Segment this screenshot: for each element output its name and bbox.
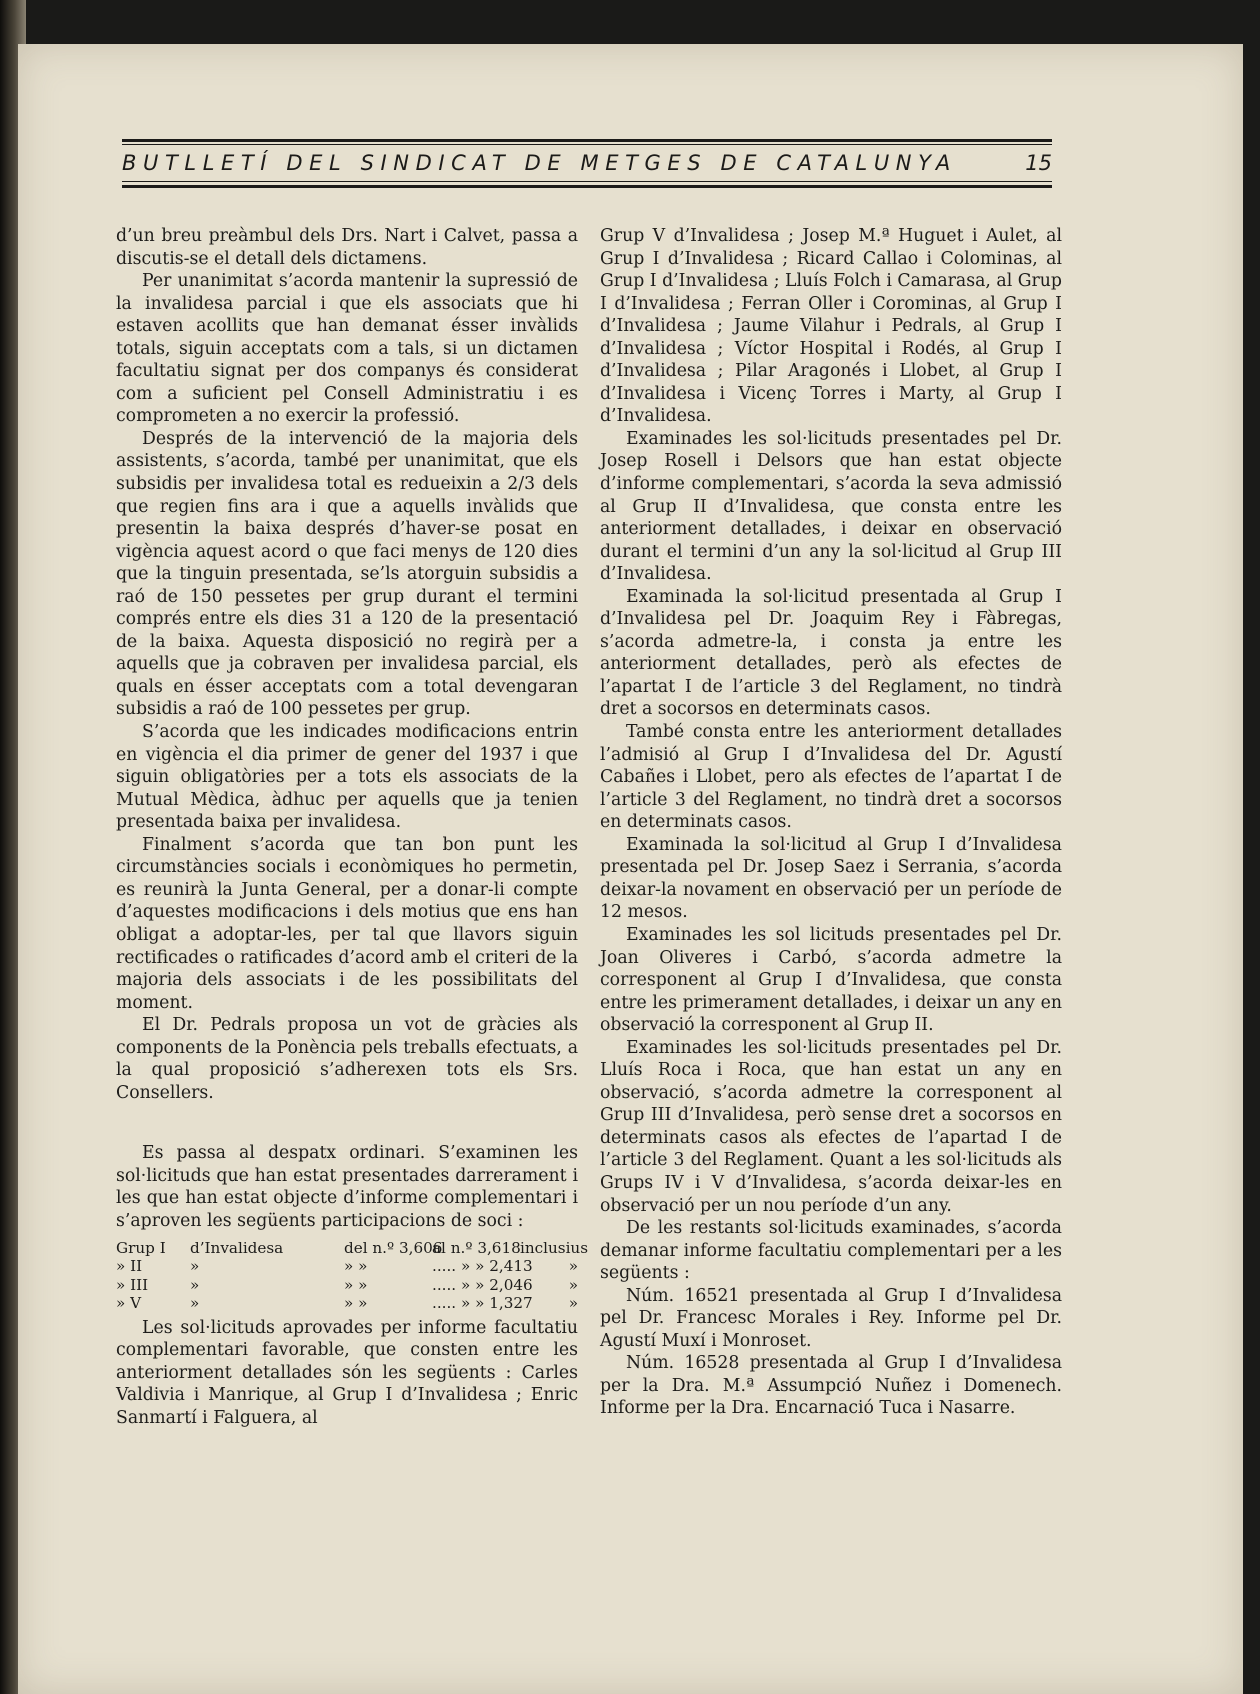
paragraph: Examinades les sol·licituds presentades pel Dr. Josep Rosell i Delsors que han estat objecte d’informe complementari, s’acorda la seva admissió al Grup II d’Invalidesa, que consta entre les anteriorment detallades, i deixar en observació durant el termini d’un any la sol·licitud al Grup III d’Invalidesa. <box>600 428 1062 585</box>
header-rule-top <box>122 139 1052 142</box>
paragraph: De les restants sol·licituds examinades, s’acorda demanar informe facultatiu complementari per a les següents : <box>600 1218 1062 1284</box>
header-line <box>122 151 1052 175</box>
table-row: » III » » » ..... » » 2,046 » <box>116 1275 578 1294</box>
paragraph: Finalment s’acorda que tan bon punt les circumstàncies socials i econòmiques ho permetin, es reunirà la Junta General, per a donar-li compte d’aquestes modificacions i dels motius que ens han obligat a adoptar-les, per tal que llavors siguin rectificades o ratificades d’acord amb el criteri de la majoria dels associats i de les possibilitats del moment. <box>116 834 578 1013</box>
paragraph: El Dr. Pedrals proposa un vot de gràcies als components de la Ponència pels treballs efectuats, a la qual proposició s’adherexen tots els Srs. Consellers. <box>116 1015 578 1103</box>
left-column <box>116 225 589 1429</box>
membership-table <box>116 1238 589 1313</box>
table-row: » II » » » ..... » » 2,413 » <box>116 1257 578 1276</box>
paragraph: Grup V d’Invalidesa ; Josep M.ª Huguet i Aulet, al Grup I d’Invalidesa ; Ricard Callao i Colominas, al Grup I d’Invalidesa ; Lluís Folch i Camarasa, al Grup I d’Invalidesa ; Ferran Oller i Corominas, al Grup I d’Invalidesa ; Jaume Vilahur i Pedrals, al Grup I d’Invalidesa ; Víctor Hospital i Rodés, al Grup I d’Invalidesa ; Pilar Aragonés i Llobet, al Grup I d’Invalidesa i Vicenç Torres i Marty, al Grup I d’Invalidesa. <box>600 226 1062 427</box>
paragraph: També consta entre les anteriorment detallades l’admisió al Grup I d’Invalidesa del Dr. Agustí Cabañes i Llobet, pero als efectes de l’apartat I de l’article 3 del Reglament, no tindrà dret a socorsos en determinats casos. <box>600 722 1062 833</box>
table-row: Grup I d’Invalidesa del n.º 3,606 al n.º 3,618 inclusius <box>116 1238 589 1257</box>
right-column <box>600 225 1062 1420</box>
paragraph: Per unanimitat s’acorda mantenir la supressió de la invalidesa parcial i que els associats que hi estaven acollits que han demanat ésser invàlids totals, siguin acceptats com a tals, si un dictamen facultatiu signat per dos companys és considerat com a suficient pel Consell Administratiu i es comprometen a no exercir la professió. <box>116 271 578 427</box>
page-number: 15 <box>1025 151 1052 175</box>
paragraph: Examinada la sol·licitud presentada al Grup I d’Invalidesa pel Dr. Joaquim Rey i Fàbregas, s’acorda admetre-la, i consta ja entre les anteriorment detallades, però als efectes de l’apartat I de l’article 3 del Reglament, no tindrà dret a socorsos en determinats casos. <box>600 586 1062 720</box>
paragraph: Examinades les sol licituds presentades pel Dr. Joan Oliveres i Carbó, s’acorda admetre la corresponent al Grup I d’Invalidesa, que consta entre les primerament detallades, i deixar un any en observació la corresponent al Grup II. <box>600 924 1062 1036</box>
header-rule-top-thin <box>122 144 1052 145</box>
journal-title: BUTLLETÍ DEL SINDICAT DE METGES DE CATALUNYA <box>122 151 957 175</box>
header-rule-bottom <box>122 185 1052 188</box>
header-rule-bottom-thin <box>122 181 1052 182</box>
section-gap <box>116 1104 578 1142</box>
paragraph: Núm. 16528 presentada al Grup I d’Invalidesa per la Dra. M.ª Assumpció Nuñez i Domenech. Informe per la Dra. Encarnació Tuca i Nasarre. <box>600 1353 1062 1419</box>
paragraph: Es passa al despatx ordinari. S’examinen les sol·licituds que han estat presentades darrerament i les que han estat objecte d’informe complementari i s’aproven les següents participacions de soci : <box>116 1143 578 1231</box>
paragraph: Les sol·licituds aprovades per informe facultatiu complementari favorable, que consten entre les anteriorment detallades són les següents : Carles Valdivia i Manrique, al Grup I d’Invalidesa ; Enric Sanmartí i Falguera, al <box>116 1317 578 1428</box>
paragraph: S’acorda que les indicades modificacions entrin en vigència el dia primer de gener del 1937 i que siguin obligatòries per a tots els associats de la Mutual Mèdica, àdhuc per aquells que ja tenien presentada baixa per invalidesa. <box>116 722 578 833</box>
paragraph: Examinades les sol·licituds presentades pel Dr. Lluís Roca i Roca, que han estat un any en observació, s’acorda admetre la corresponent al Grup III d’Invalidesa, però sense dret a socorsos en determinats casos als efectes de l’apartad I de l’article 3 del Reglament. Quant a les sol·licituds als Grups IV i V d’Invalidesa, s’acorda deixar-les en observació per un nou període d’un any. <box>600 1037 1062 1216</box>
paragraph: Després de la intervenció de la majoria dels assistents, s’acorda, també per unanimitat, que els subsidis per invalidesa total es redueixin a 2/3 dels que regien fins ara i que a aquells invàlids que presentin la baixa després d’haver-se posat en vigència aquest acord o que faci menys de 120 dies que la tinguin presentada, se’ls atorguin subsidis a raó de 150 pessetes per grup durant el termini comprés entre els dies 31 a 120 de la presentació de la baixa. Aquesta disposició no regirà per a aquells que ja cobraven per invalidesa parcial, els quals en ésser acceptats com a total devengaran subsidis a raó de 100 pessetes per grup. <box>116 428 578 720</box>
paragraph: d’un breu preàmbul dels Drs. Nart i Calvet, passa a discutis-se el detall dels dictamens. <box>116 226 578 269</box>
table-row: » V » » » ..... » » 1,327 » <box>116 1294 578 1313</box>
paragraph: Examinada la sol·licitud al Grup I d’Invalidesa presentada pel Dr. Josep Saez i Serrania, s’acorda deixar-la novament en observació per un període de 12 mesos. <box>600 834 1062 923</box>
running-header <box>122 96 1052 200</box>
paragraph: Núm. 16521 presentada al Grup I d’Invalidesa pel Dr. Francesc Morales i Rey. Informe pel Dr. Agustí Muxí i Monroset. <box>600 1285 1062 1351</box>
